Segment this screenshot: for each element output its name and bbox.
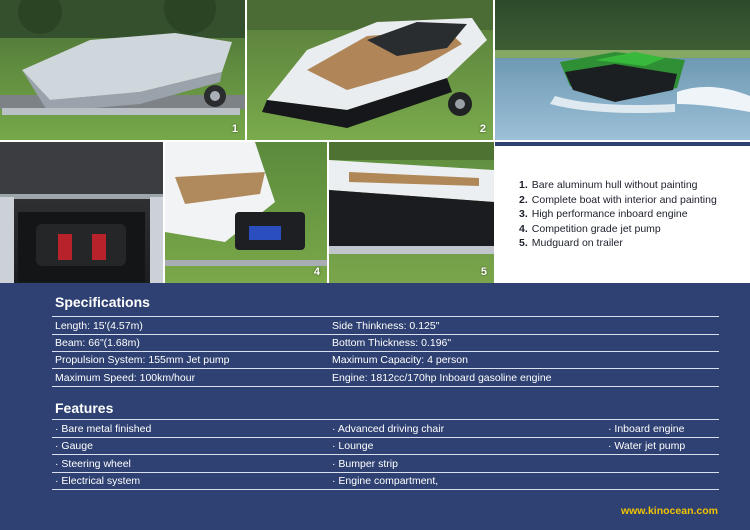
legend-item-number: 3. xyxy=(519,208,528,220)
legend-item xyxy=(519,236,717,251)
spec-divider xyxy=(52,351,719,352)
photo-number: 2 xyxy=(479,123,486,135)
complete-boat-illustration xyxy=(247,0,493,140)
bare-hull-illustration xyxy=(0,0,245,140)
feature-item: · Advanced driving chair xyxy=(332,423,445,435)
feature-item: · Water jet pump xyxy=(608,440,686,452)
legend-item-text: Mudguard on trailer xyxy=(531,237,623,249)
legend-item-text: Bare aluminum hull without painting xyxy=(531,179,698,191)
spec-capacity: Maximum Capacity: 4 person xyxy=(332,354,468,366)
legend-item-number: 2. xyxy=(519,193,528,206)
legend-item-text: Competition grade jet pump xyxy=(531,222,661,235)
feature-item: · Electrical system xyxy=(55,475,141,487)
photo-number: 4 xyxy=(313,266,320,278)
legend-item-number: 4. xyxy=(519,222,528,235)
legend-item xyxy=(519,222,717,237)
spec-engine: Engine: 1812cc/170hp Inboard gasoline engine xyxy=(332,372,552,384)
legend-list xyxy=(519,178,717,251)
specifications-title: Specifications xyxy=(55,294,150,310)
feature-divider xyxy=(52,489,719,490)
spec-length: Length: 15'(4.57m) xyxy=(55,320,143,332)
feature-divider xyxy=(52,437,719,438)
jet-pump-illustration xyxy=(165,142,327,283)
legend-item-number: 5. xyxy=(519,237,528,249)
feature-divider xyxy=(52,454,719,455)
mudguard-illustration xyxy=(329,142,494,283)
features-title: Features xyxy=(55,400,114,416)
water-action-illustration xyxy=(495,0,750,140)
photo-engine-bay xyxy=(0,142,163,283)
legend-item xyxy=(519,193,717,208)
legend-item xyxy=(519,178,717,193)
spec-bottom-thickness: Bottom Thickness: 0.196" xyxy=(332,337,452,349)
legend-item-text: High performance inboard engine xyxy=(531,208,688,220)
spec-beam: Beam: 66"(1.68m) xyxy=(55,337,140,349)
legend-item xyxy=(519,207,717,222)
spec-divider xyxy=(52,334,719,335)
feature-divider xyxy=(52,419,719,420)
spec-divider xyxy=(52,386,719,387)
spec-max-speed: Maximum Speed: 100km/hour xyxy=(55,372,196,384)
feature-item: · Engine compartment, xyxy=(332,475,439,487)
engine-bay-illustration xyxy=(0,142,163,283)
feature-divider xyxy=(52,472,719,473)
feature-item: · Gauge xyxy=(55,440,93,452)
photo-jet-pump xyxy=(165,142,327,283)
spec-propulsion: Propulsion System: 155mm Jet pump xyxy=(55,354,230,366)
spec-divider xyxy=(52,316,719,317)
legend-item-text: Complete boat with interior and painting xyxy=(531,193,717,206)
photo-complete-boat xyxy=(247,0,493,140)
photo-number: 5 xyxy=(480,266,487,278)
spec-side-thickness: Side Thinkness: 0.125" xyxy=(332,320,440,332)
feature-item: · Steering wheel xyxy=(55,458,131,470)
feature-legend xyxy=(495,142,750,283)
website-link[interactable]: www.kinocean.com xyxy=(620,505,718,517)
spec-divider xyxy=(52,368,719,369)
photo-boat-on-water xyxy=(495,0,750,140)
feature-item: · Bare metal finished xyxy=(55,423,152,435)
legend-top-bar xyxy=(495,142,750,146)
feature-item: · Lounge xyxy=(332,440,374,452)
legend-item-number: 1. xyxy=(519,179,528,191)
feature-item: · Inboard engine xyxy=(608,423,685,435)
photo-bare-hull xyxy=(0,0,245,140)
photo-mudguard xyxy=(329,142,494,283)
feature-item: · Bumper strip xyxy=(332,458,398,470)
photo-number: 1 xyxy=(231,123,238,135)
